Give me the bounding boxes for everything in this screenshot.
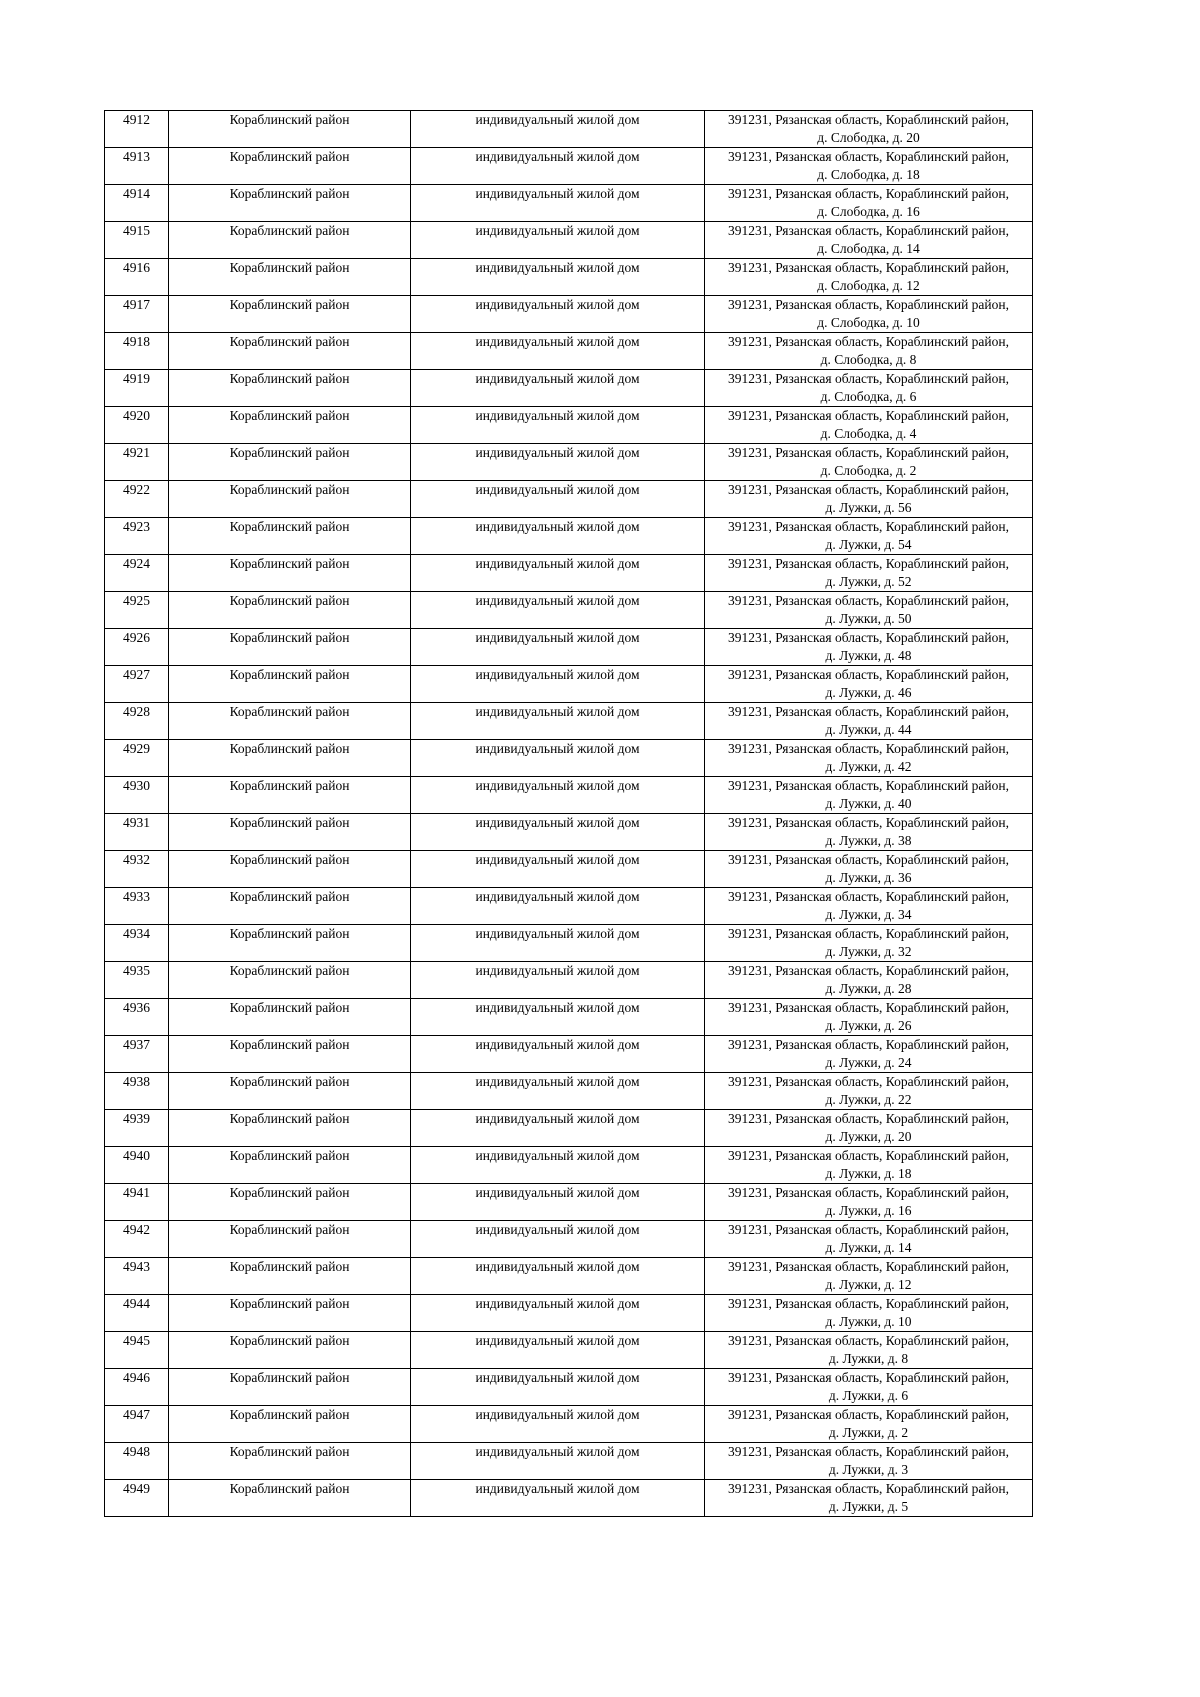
- table-row: [105, 629, 1033, 666]
- address-cell: [705, 592, 1033, 629]
- district-cell: Кораблинский район: [169, 1073, 411, 1110]
- object-type-cell: индивидуальный жилой дом: [411, 185, 705, 222]
- address-cell: [705, 925, 1033, 962]
- row-number-cell: 4928: [105, 703, 169, 740]
- address-line-house: д. Лужки, д. 36: [825, 870, 912, 885]
- address-cell: [705, 703, 1033, 740]
- address-cell: [705, 259, 1033, 296]
- table-row: [105, 888, 1033, 925]
- table-row: [105, 296, 1033, 333]
- address-line-region: 391231, Рязанская область, Кораблинский район,: [728, 593, 1009, 608]
- address-line-region: 391231, Рязанская область, Кораблинский район,: [728, 445, 1009, 460]
- object-type-cell: индивидуальный жилой дом: [411, 1184, 705, 1221]
- address-line-region: 391231, Рязанская область, Кораблинский район,: [728, 1444, 1009, 1459]
- address-line-region: 391231, Рязанская область, Кораблинский район,: [728, 704, 1009, 719]
- address-line-house: д. Лужки, д. 44: [825, 722, 912, 737]
- row-number-cell: 4946: [105, 1369, 169, 1406]
- address-line-region: 391231, Рязанская область, Кораблинский район,: [728, 667, 1009, 682]
- row-number-cell: 4912: [105, 111, 169, 148]
- district-cell: Кораблинский район: [169, 333, 411, 370]
- address-line-house: д. Лужки, д. 34: [825, 907, 912, 922]
- district-cell: Кораблинский район: [169, 185, 411, 222]
- address-cell: [705, 1073, 1033, 1110]
- table-row: [105, 666, 1033, 703]
- row-number-cell: 4935: [105, 962, 169, 999]
- row-number-cell: 4949: [105, 1480, 169, 1517]
- table-row: [105, 1036, 1033, 1073]
- district-cell: Кораблинский район: [169, 999, 411, 1036]
- address-line-region: 391231, Рязанская область, Кораблинский район,: [728, 1407, 1009, 1422]
- address-line-house: д. Слободка, д. 16: [817, 204, 920, 219]
- table-row: [105, 1147, 1033, 1184]
- address-line-region: 391231, Рязанская область, Кораблинский район,: [728, 1000, 1009, 1015]
- address-line-region: 391231, Рязанская область, Кораблинский район,: [728, 112, 1009, 127]
- district-cell: Кораблинский район: [169, 444, 411, 481]
- address-line-house: д. Лужки, д. 52: [825, 574, 912, 589]
- row-number-cell: 4925: [105, 592, 169, 629]
- table-row: [105, 1369, 1033, 1406]
- address-line-house: д. Лужки, д. 3: [828, 1462, 909, 1477]
- address-cell: [705, 666, 1033, 703]
- object-type-cell: индивидуальный жилой дом: [411, 592, 705, 629]
- object-type-cell: индивидуальный жилой дом: [411, 481, 705, 518]
- table-row: [105, 592, 1033, 629]
- row-number-cell: 4920: [105, 407, 169, 444]
- address-line-house: д. Лужки, д. 50: [825, 611, 912, 626]
- address-cell: [705, 370, 1033, 407]
- address-cell: [705, 555, 1033, 592]
- table-row: [105, 259, 1033, 296]
- district-cell: Кораблинский район: [169, 925, 411, 962]
- table-row: [105, 1295, 1033, 1332]
- address-line-house: д. Лужки, д. 42: [825, 759, 912, 774]
- address-cell: [705, 481, 1033, 518]
- row-number-cell: 4941: [105, 1184, 169, 1221]
- address-line-region: 391231, Рязанская область, Кораблинский район,: [728, 1185, 1009, 1200]
- address-cell: [705, 222, 1033, 259]
- address-line-house: д. Слободка, д. 10: [817, 315, 920, 330]
- object-type-cell: индивидуальный жилой дом: [411, 259, 705, 296]
- table-row: [105, 1258, 1033, 1295]
- address-cell: [705, 962, 1033, 999]
- address-cell: [705, 1184, 1033, 1221]
- address-line-house: д. Лужки, д. 10: [825, 1314, 912, 1329]
- address-cell: [705, 1110, 1033, 1147]
- address-line-region: 391231, Рязанская область, Кораблинский район,: [728, 630, 1009, 645]
- row-number-cell: 4914: [105, 185, 169, 222]
- table-row: [105, 370, 1033, 407]
- district-cell: Кораблинский район: [169, 1147, 411, 1184]
- address-line-region: 391231, Рязанская область, Кораблинский район,: [728, 408, 1009, 423]
- address-line-house: д. Слободка, д. 8: [820, 352, 917, 367]
- object-type-cell: индивидуальный жилой дом: [411, 814, 705, 851]
- object-type-cell: индивидуальный жилой дом: [411, 518, 705, 555]
- district-cell: Кораблинский район: [169, 259, 411, 296]
- address-cell: [705, 444, 1033, 481]
- object-type-cell: индивидуальный жилой дом: [411, 1258, 705, 1295]
- address-line-region: 391231, Рязанская область, Кораблинский район,: [728, 334, 1009, 349]
- table-row: [105, 185, 1033, 222]
- address-line-region: 391231, Рязанская область, Кораблинский район,: [728, 186, 1009, 201]
- district-cell: Кораблинский район: [169, 1258, 411, 1295]
- address-line-region: 391231, Рязанская область, Кораблинский район,: [728, 519, 1009, 534]
- address-cell: [705, 740, 1033, 777]
- object-type-cell: индивидуальный жилой дом: [411, 111, 705, 148]
- object-type-cell: индивидуальный жилой дом: [411, 1369, 705, 1406]
- table-row: [105, 1073, 1033, 1110]
- district-cell: Кораблинский район: [169, 1221, 411, 1258]
- table-row: [105, 1332, 1033, 1369]
- address-cell: [705, 148, 1033, 185]
- address-line-house: д. Лужки, д. 16: [825, 1203, 912, 1218]
- object-type-cell: индивидуальный жилой дом: [411, 296, 705, 333]
- row-number-cell: 4940: [105, 1147, 169, 1184]
- table-row: [105, 999, 1033, 1036]
- object-type-cell: индивидуальный жилой дом: [411, 148, 705, 185]
- district-cell: Кораблинский район: [169, 518, 411, 555]
- address-line-house: д. Лужки, д. 54: [825, 537, 912, 552]
- row-number-cell: 4927: [105, 666, 169, 703]
- table-row: [105, 333, 1033, 370]
- table-row: [105, 1406, 1033, 1443]
- address-line-house: д. Лужки, д. 28: [825, 981, 912, 996]
- district-cell: Кораблинский район: [169, 370, 411, 407]
- row-number-cell: 4916: [105, 259, 169, 296]
- table-row: [105, 962, 1033, 999]
- address-line-house: д. Слободка, д. 14: [817, 241, 920, 256]
- address-line-region: 391231, Рязанская область, Кораблинский район,: [728, 1370, 1009, 1385]
- address-line-region: 391231, Рязанская область, Кораблинский район,: [728, 926, 1009, 941]
- address-cell: [705, 296, 1033, 333]
- table-row: [105, 1221, 1033, 1258]
- table-row: [105, 703, 1033, 740]
- row-number-cell: 4948: [105, 1443, 169, 1480]
- address-line-region: 391231, Рязанская область, Кораблинский район,: [728, 1111, 1009, 1126]
- address-line-house: д. Лужки, д. 56: [825, 500, 912, 515]
- address-line-house: д. Слободка, д. 20: [817, 130, 920, 145]
- address-cell: [705, 1406, 1033, 1443]
- row-number-cell: 4944: [105, 1295, 169, 1332]
- district-cell: Кораблинский район: [169, 1369, 411, 1406]
- table-row: [105, 407, 1033, 444]
- address-line-house: д. Лужки, д. 12: [825, 1277, 912, 1292]
- row-number-cell: 4936: [105, 999, 169, 1036]
- row-number-cell: 4930: [105, 777, 169, 814]
- table-row: [105, 740, 1033, 777]
- address-cell: [705, 1480, 1033, 1517]
- registry-table: [104, 110, 1033, 1517]
- address-cell: [705, 851, 1033, 888]
- district-cell: Кораблинский район: [169, 1036, 411, 1073]
- address-line-house: д. Лужки, д. 2: [828, 1425, 909, 1440]
- object-type-cell: индивидуальный жилой дом: [411, 370, 705, 407]
- row-number-cell: 4942: [105, 1221, 169, 1258]
- district-cell: Кораблинский район: [169, 1295, 411, 1332]
- object-type-cell: индивидуальный жилой дом: [411, 1443, 705, 1480]
- row-number-cell: 4921: [105, 444, 169, 481]
- address-cell: [705, 185, 1033, 222]
- object-type-cell: индивидуальный жилой дом: [411, 333, 705, 370]
- address-line-region: 391231, Рязанская область, Кораблинский район,: [728, 1259, 1009, 1274]
- district-cell: Кораблинский район: [169, 740, 411, 777]
- address-line-region: 391231, Рязанская область, Кораблинский район,: [728, 1037, 1009, 1052]
- object-type-cell: индивидуальный жилой дом: [411, 1480, 705, 1517]
- address-cell: [705, 1369, 1033, 1406]
- address-line-house: д. Слободка, д. 18: [817, 167, 920, 182]
- district-cell: Кораблинский район: [169, 851, 411, 888]
- address-cell: [705, 518, 1033, 555]
- row-number-cell: 4934: [105, 925, 169, 962]
- district-cell: Кораблинский район: [169, 962, 411, 999]
- address-cell: [705, 1258, 1033, 1295]
- address-line-house: д. Лужки, д. 48: [825, 648, 912, 663]
- address-cell: [705, 629, 1033, 666]
- address-line-region: 391231, Рязанская область, Кораблинский район,: [728, 963, 1009, 978]
- address-line-house: д. Слободка, д. 12: [817, 278, 920, 293]
- address-cell: [705, 1443, 1033, 1480]
- address-cell: [705, 1295, 1033, 1332]
- row-number-cell: 4929: [105, 740, 169, 777]
- object-type-cell: индивидуальный жилой дом: [411, 925, 705, 962]
- address-cell: [705, 999, 1033, 1036]
- object-type-cell: индивидуальный жилой дом: [411, 777, 705, 814]
- address-line-house: д. Слободка, д. 2: [820, 463, 917, 478]
- address-line-region: 391231, Рязанская область, Кораблинский район,: [728, 1074, 1009, 1089]
- object-type-cell: индивидуальный жилой дом: [411, 1147, 705, 1184]
- address-cell: [705, 407, 1033, 444]
- row-number-cell: 4932: [105, 851, 169, 888]
- row-number-cell: 4933: [105, 888, 169, 925]
- table-row: [105, 111, 1033, 148]
- object-type-cell: индивидуальный жилой дом: [411, 703, 705, 740]
- row-number-cell: 4913: [105, 148, 169, 185]
- address-cell: [705, 1332, 1033, 1369]
- object-type-cell: индивидуальный жилой дом: [411, 1295, 705, 1332]
- object-type-cell: индивидуальный жилой дом: [411, 740, 705, 777]
- address-line-house: д. Лужки, д. 8: [828, 1351, 909, 1366]
- district-cell: Кораблинский район: [169, 222, 411, 259]
- row-number-cell: 4917: [105, 296, 169, 333]
- row-number-cell: 4945: [105, 1332, 169, 1369]
- address-line-region: 391231, Рязанская область, Кораблинский район,: [728, 1333, 1009, 1348]
- address-cell: [705, 1147, 1033, 1184]
- table-row: [105, 518, 1033, 555]
- table-row: [105, 1480, 1033, 1517]
- table-row: [105, 1110, 1033, 1147]
- address-cell: [705, 333, 1033, 370]
- address-line-house: д. Лужки, д. 18: [825, 1166, 912, 1181]
- address-line-house: д. Лужки, д. 38: [825, 833, 912, 848]
- address-line-house: д. Слободка, д. 6: [820, 389, 917, 404]
- district-cell: Кораблинский район: [169, 629, 411, 666]
- address-cell: [705, 1221, 1033, 1258]
- row-number-cell: 4923: [105, 518, 169, 555]
- table-row: [105, 814, 1033, 851]
- registry-table-body: [105, 111, 1033, 1517]
- row-number-cell: 4919: [105, 370, 169, 407]
- address-line-region: 391231, Рязанская область, Кораблинский район,: [728, 149, 1009, 164]
- table-row: [105, 851, 1033, 888]
- object-type-cell: индивидуальный жилой дом: [411, 444, 705, 481]
- address-line-region: 391231, Рязанская область, Кораблинский район,: [728, 889, 1009, 904]
- address-line-house: д. Лужки, д. 40: [825, 796, 912, 811]
- object-type-cell: индивидуальный жилой дом: [411, 999, 705, 1036]
- object-type-cell: индивидуальный жилой дом: [411, 666, 705, 703]
- address-line-region: 391231, Рязанская область, Кораблинский район,: [728, 1481, 1009, 1496]
- district-cell: Кораблинский район: [169, 666, 411, 703]
- address-line-house: д. Лужки, д. 46: [825, 685, 912, 700]
- table-row: [105, 555, 1033, 592]
- address-line-region: 391231, Рязанская область, Кораблинский район,: [728, 556, 1009, 571]
- row-number-cell: 4939: [105, 1110, 169, 1147]
- row-number-cell: 4937: [105, 1036, 169, 1073]
- address-line-house: д. Лужки, д. 20: [825, 1129, 912, 1144]
- district-cell: Кораблинский район: [169, 1332, 411, 1369]
- address-line-region: 391231, Рязанская область, Кораблинский район,: [728, 741, 1009, 756]
- address-cell: [705, 1036, 1033, 1073]
- row-number-cell: 4922: [105, 481, 169, 518]
- district-cell: Кораблинский район: [169, 1110, 411, 1147]
- district-cell: Кораблинский район: [169, 1184, 411, 1221]
- address-line-house: д. Лужки, д. 22: [825, 1092, 912, 1107]
- object-type-cell: индивидуальный жилой дом: [411, 222, 705, 259]
- address-line-house: д. Лужки, д. 14: [825, 1240, 912, 1255]
- district-cell: Кораблинский район: [169, 296, 411, 333]
- table-row: [105, 925, 1033, 962]
- object-type-cell: индивидуальный жилой дом: [411, 1110, 705, 1147]
- object-type-cell: индивидуальный жилой дом: [411, 1406, 705, 1443]
- address-cell: [705, 814, 1033, 851]
- district-cell: Кораблинский район: [169, 1443, 411, 1480]
- table-row: [105, 1443, 1033, 1480]
- district-cell: Кораблинский район: [169, 111, 411, 148]
- object-type-cell: индивидуальный жилой дом: [411, 1221, 705, 1258]
- object-type-cell: индивидуальный жилой дом: [411, 1073, 705, 1110]
- row-number-cell: 4938: [105, 1073, 169, 1110]
- district-cell: Кораблинский район: [169, 555, 411, 592]
- row-number-cell: 4943: [105, 1258, 169, 1295]
- table-row: [105, 481, 1033, 518]
- object-type-cell: индивидуальный жилой дом: [411, 555, 705, 592]
- district-cell: Кораблинский район: [169, 592, 411, 629]
- address-line-house: д. Слободка, д. 4: [820, 426, 917, 441]
- address-line-region: 391231, Рязанская область, Кораблинский район,: [728, 1296, 1009, 1311]
- object-type-cell: индивидуальный жилой дом: [411, 888, 705, 925]
- address-line-region: 391231, Рязанская область, Кораблинский район,: [728, 815, 1009, 830]
- address-line-region: 391231, Рязанская область, Кораблинский район,: [728, 1148, 1009, 1163]
- row-number-cell: 4918: [105, 333, 169, 370]
- address-line-house: д. Лужки, д. 5: [828, 1499, 909, 1514]
- row-number-cell: 4947: [105, 1406, 169, 1443]
- object-type-cell: индивидуальный жилой дом: [411, 629, 705, 666]
- address-line-house: д. Лужки, д. 26: [825, 1018, 912, 1033]
- row-number-cell: 4931: [105, 814, 169, 851]
- address-line-region: 391231, Рязанская область, Кораблинский район,: [728, 223, 1009, 238]
- address-cell: [705, 888, 1033, 925]
- table-row: [105, 148, 1033, 185]
- table-row: [105, 777, 1033, 814]
- table-row: [105, 1184, 1033, 1221]
- address-cell: [705, 777, 1033, 814]
- address-line-house: д. Лужки, д. 32: [825, 944, 912, 959]
- district-cell: Кораблинский район: [169, 814, 411, 851]
- address-line-region: 391231, Рязанская область, Кораблинский район,: [728, 371, 1009, 386]
- district-cell: Кораблинский район: [169, 777, 411, 814]
- district-cell: Кораблинский район: [169, 481, 411, 518]
- district-cell: Кораблинский район: [169, 1480, 411, 1517]
- row-number-cell: 4926: [105, 629, 169, 666]
- district-cell: Кораблинский район: [169, 1406, 411, 1443]
- address-cell: [705, 111, 1033, 148]
- address-line-house: д. Лужки, д. 6: [828, 1388, 909, 1403]
- address-line-region: 391231, Рязанская область, Кораблинский район,: [728, 852, 1009, 867]
- district-cell: Кораблинский район: [169, 703, 411, 740]
- row-number-cell: 4915: [105, 222, 169, 259]
- address-line-region: 391231, Рязанская область, Кораблинский район,: [728, 778, 1009, 793]
- table-row: [105, 222, 1033, 259]
- address-line-house: д. Лужки, д. 24: [825, 1055, 912, 1070]
- district-cell: Кораблинский район: [169, 148, 411, 185]
- address-line-region: 391231, Рязанская область, Кораблинский район,: [728, 482, 1009, 497]
- object-type-cell: индивидуальный жилой дом: [411, 1036, 705, 1073]
- address-line-region: 391231, Рязанская область, Кораблинский район,: [728, 297, 1009, 312]
- object-type-cell: индивидуальный жилой дом: [411, 962, 705, 999]
- district-cell: Кораблинский район: [169, 407, 411, 444]
- district-cell: Кораблинский район: [169, 888, 411, 925]
- object-type-cell: индивидуальный жилой дом: [411, 1332, 705, 1369]
- row-number-cell: 4924: [105, 555, 169, 592]
- object-type-cell: индивидуальный жилой дом: [411, 851, 705, 888]
- address-line-region: 391231, Рязанская область, Кораблинский район,: [728, 260, 1009, 275]
- table-row: [105, 444, 1033, 481]
- object-type-cell: индивидуальный жилой дом: [411, 407, 705, 444]
- address-line-region: 391231, Рязанская область, Кораблинский район,: [728, 1222, 1009, 1237]
